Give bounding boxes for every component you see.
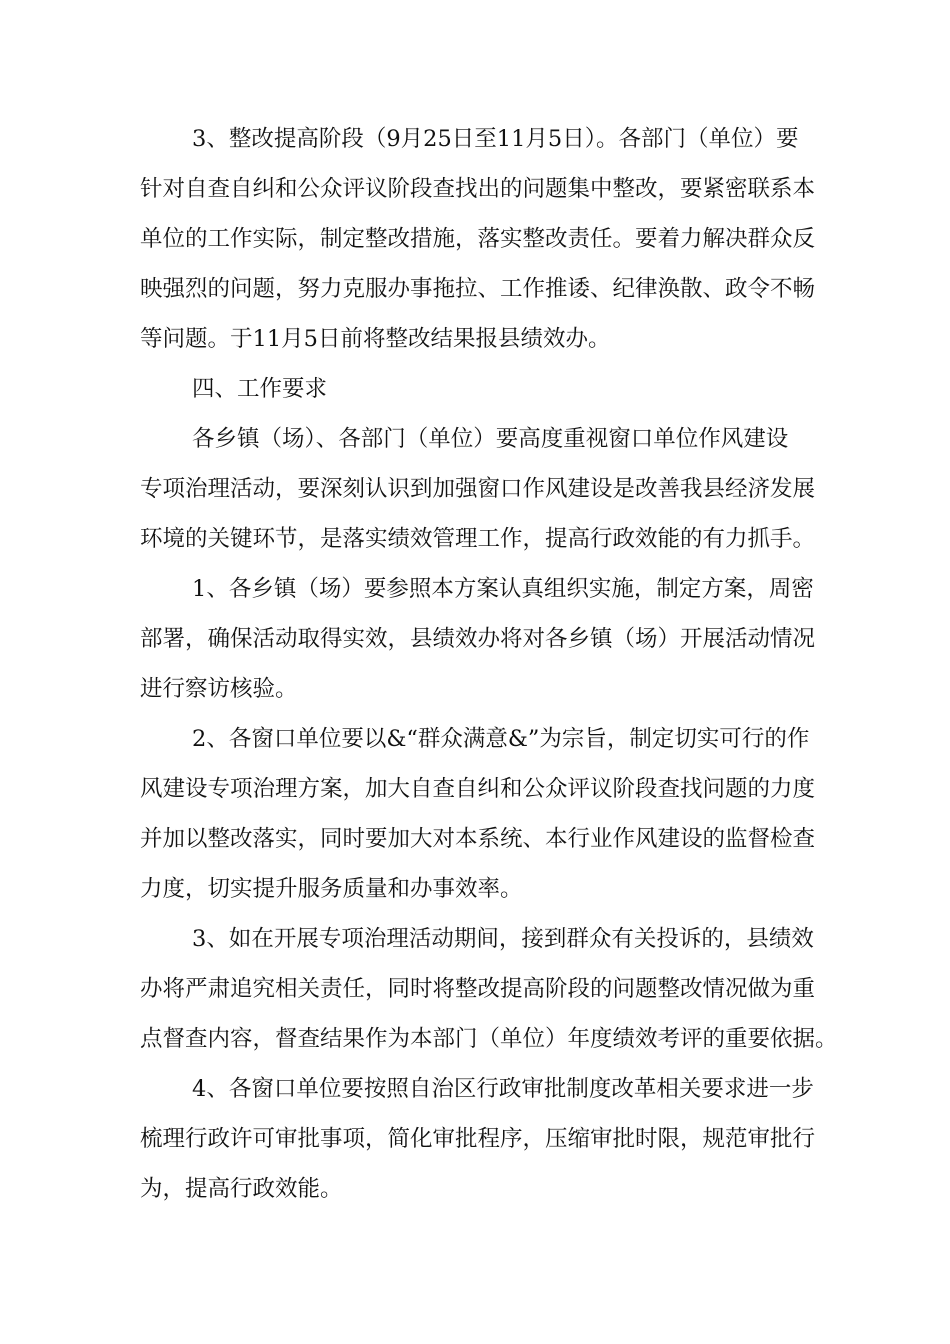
paragraph-line: 部署，确保活动取得实效，县绩效办将对各乡镇（场）开展活动情况	[140, 626, 816, 652]
paragraph-line: 力度，切实提升服务质量和办事效率。	[140, 876, 523, 902]
paragraph-line: 专项治理活动，要深刻认识到加强窗口作风建设是改善我县经济发展	[140, 476, 816, 502]
paragraph-line: 点督查内容，督查结果作为本部门（单位）年度绩效考评的重要依据。	[140, 1026, 838, 1052]
paragraph-line: 3、如在开展专项治理活动期间，接到群众有关投诉的，县绩效	[192, 926, 814, 952]
paragraph-line: 2、各窗口单位要以&“群众满意&”为宗旨，制定切实可行的作	[192, 726, 810, 752]
paragraph-line: 映强烈的问题，努力克服办事拖拉、工作推诿、纪律涣散、政令不畅	[140, 276, 816, 302]
paragraph-line: 环境的关键环节，是落实绩效管理工作，提高行政效能的有力抓手。	[140, 526, 816, 552]
paragraph-line: 进行察访核验。	[140, 676, 298, 702]
paragraph-line: 各乡镇（场）、各部门（单位）要高度重视窗口单位作风建设	[192, 426, 789, 452]
paragraph-line: 4、各窗口单位要按照自治区行政审批制度改革相关要求进一步	[192, 1076, 814, 1102]
paragraph-line: 梳理行政许可审批事项，简化审批程序，压缩审批时限，规范审批行	[140, 1126, 816, 1152]
paragraph-line: 办将严肃追究相关责任，同时将整改提高阶段的问题整改情况做为重	[140, 976, 816, 1002]
paragraph-line: 针对自查自纠和公众评议阶段查找出的问题集中整改，要紧密联系本	[140, 176, 816, 202]
paragraph-line: 1、各乡镇（场）要参照本方案认真组织实施，制定方案，周密	[192, 576, 814, 602]
paragraph-line: 3、整改提高阶段（9月25日至11月5日）。各部门（单位）要	[192, 126, 799, 152]
paragraph-line: 等问题。于11月5日前将整改结果报县绩效办。	[140, 326, 611, 352]
section-heading: 四、工作要求	[192, 376, 328, 402]
paragraph-line: 单位的工作实际，制定整改措施，落实整改责任。要着力解决群众反	[140, 226, 816, 252]
paragraph-line: 并加以整改落实，同时要加大对本系统、本行业作风建设的监督检查	[140, 826, 816, 852]
paragraph-line: 为，提高行政效能。	[140, 1176, 343, 1202]
paragraph-line: 风建设专项治理方案，加大自查自纠和公众评议阶段查找问题的力度	[140, 776, 816, 802]
